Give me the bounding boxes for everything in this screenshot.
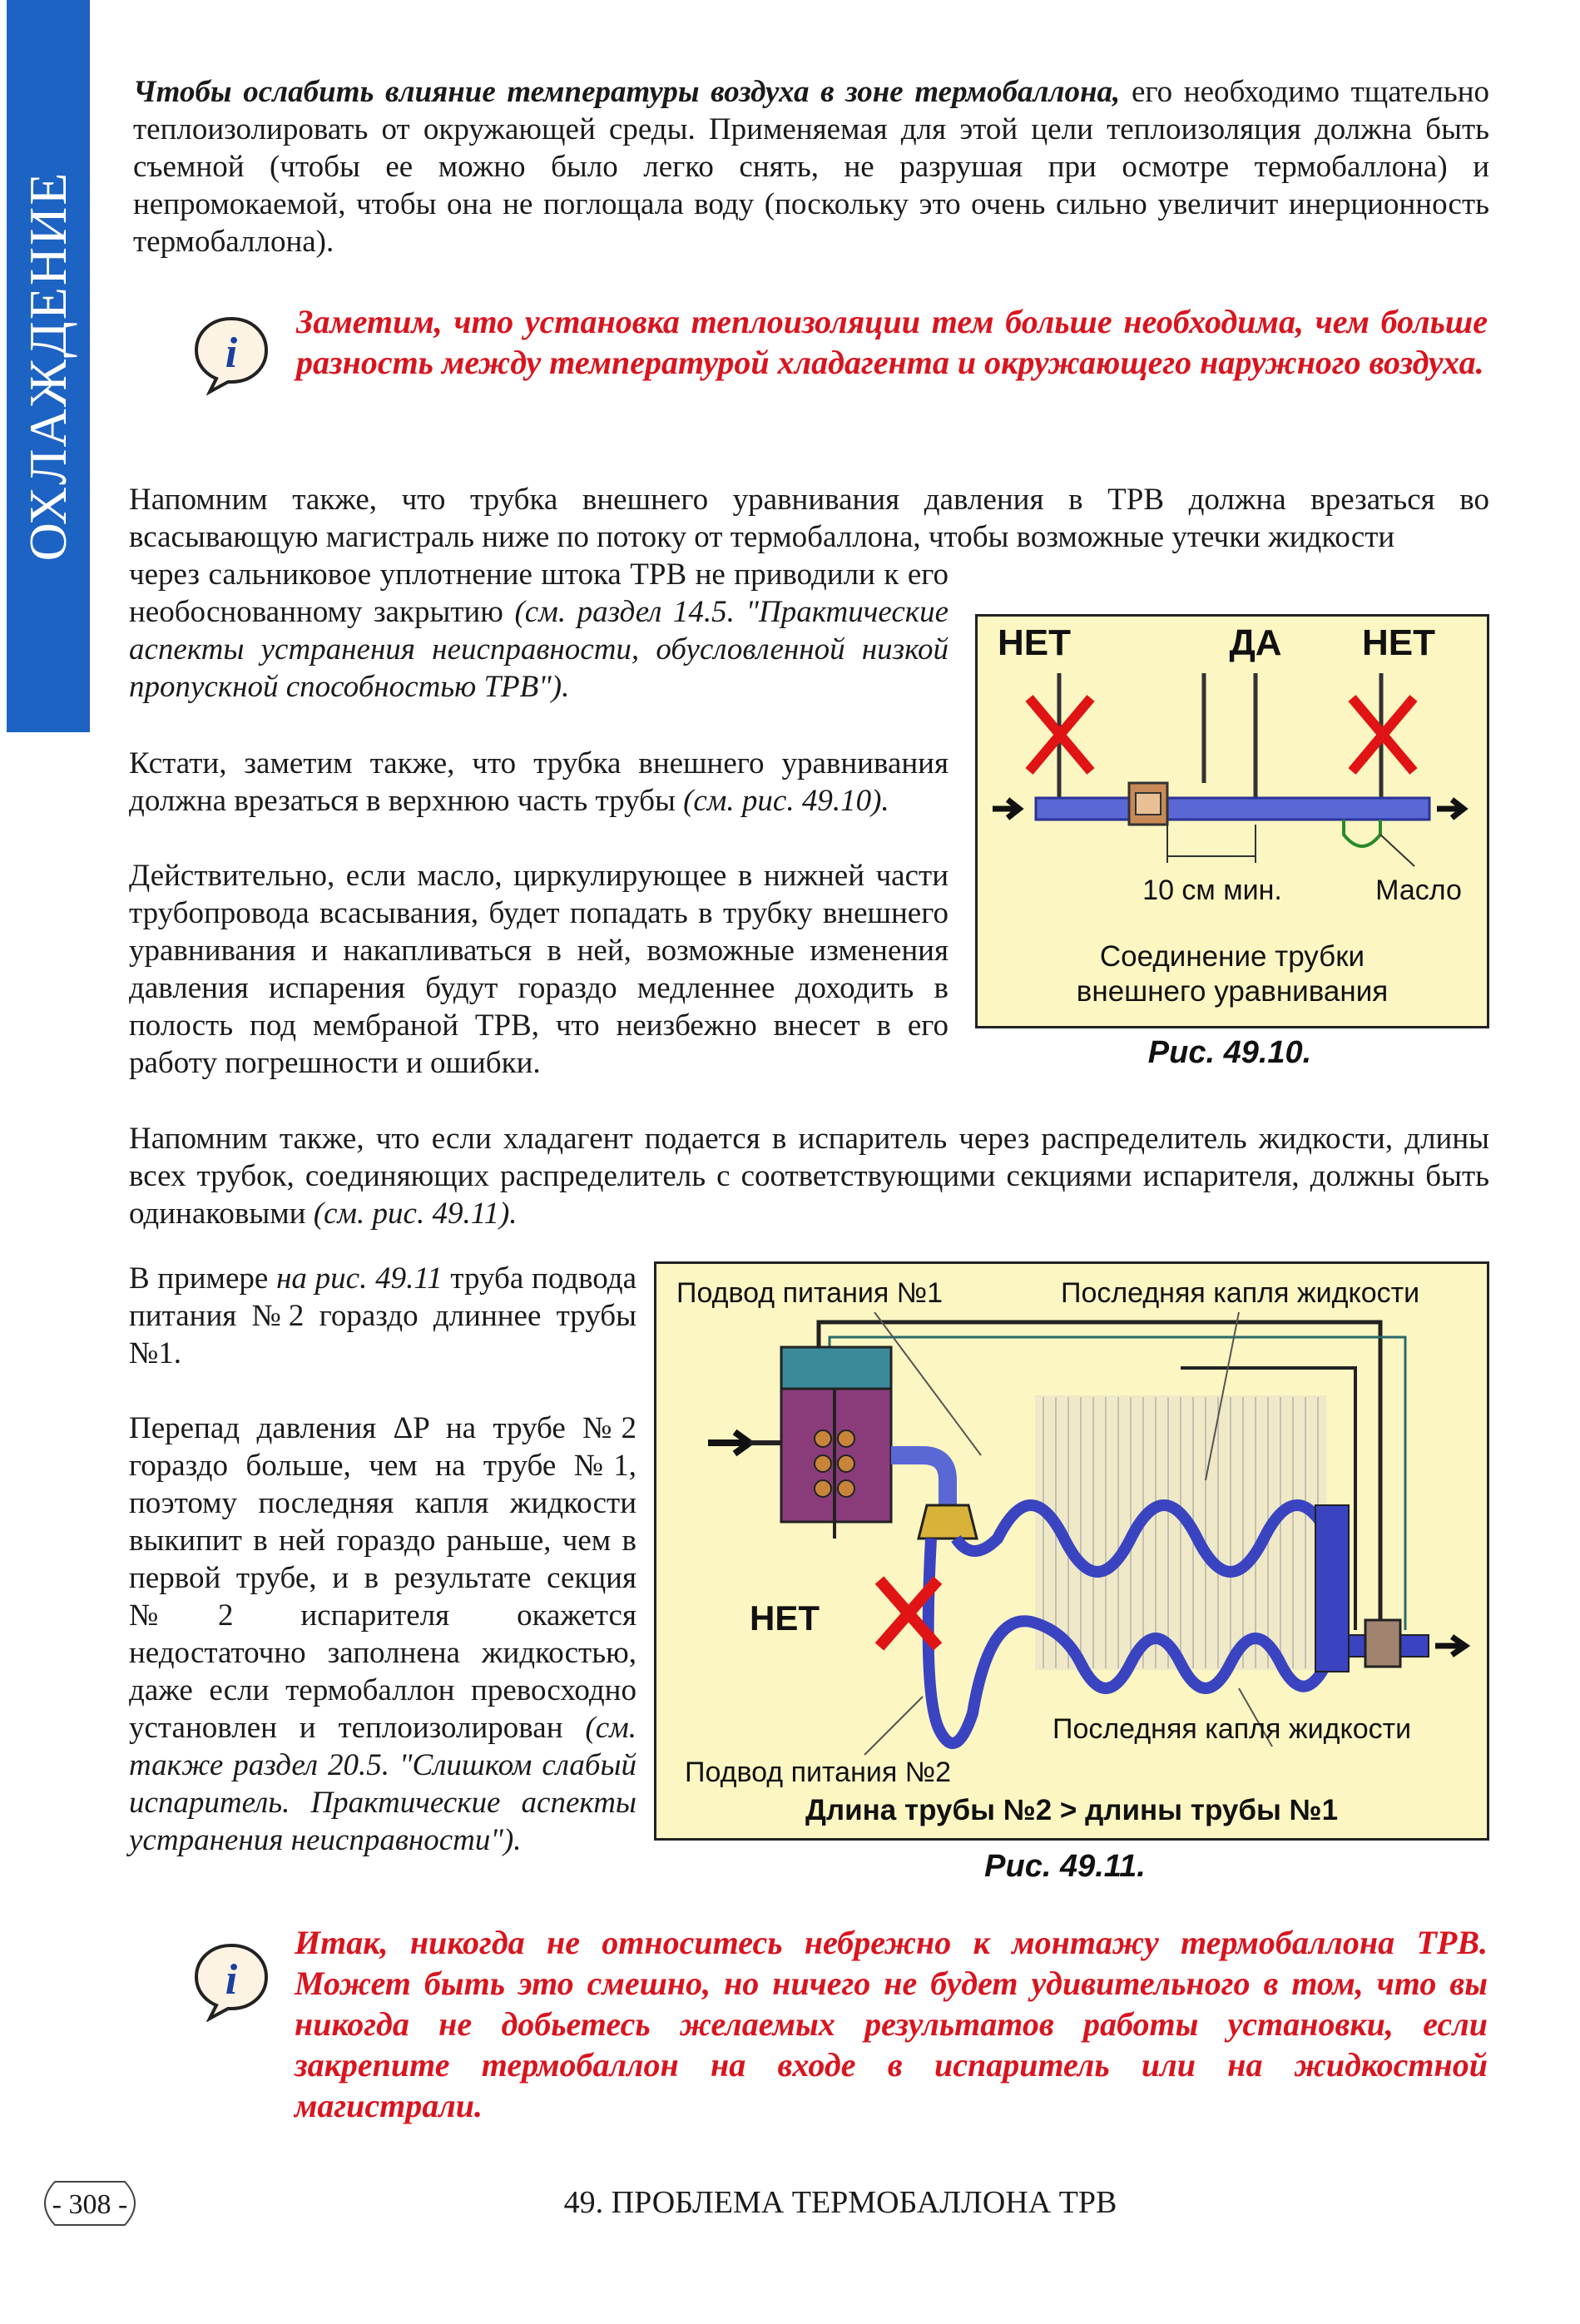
figure-title-line1: Соединение трубки [1099, 940, 1365, 973]
paragraph-top-of-pipe [129, 745, 948, 820]
figure-distributor-tubes [654, 1261, 1489, 1841]
note-insulation: Заметим, что установка теплоизоляции тем больше необходима, чем больше разность между температурой хладагента и окружающего наружного воздуха. [296, 303, 1488, 381]
side-chapter-tab [7, 0, 90, 732]
feed2-label: Подвод питания №2 [685, 1757, 952, 1788]
figure-equalizer-connection [975, 614, 1489, 1028]
info-icon [190, 1939, 273, 2022]
figure-distributor-drawing [656, 1264, 1487, 1838]
paragraph-example: В примере на рис. 49.11 труба подвода питания №2 гораздо длиннее трубы №1. [129, 1261, 636, 1370]
figure-reference: (см. рис. 49.10). [683, 784, 889, 818]
suction-header [1315, 1505, 1349, 1672]
distributor [919, 1505, 977, 1539]
oil-trap [1344, 820, 1380, 846]
note-conclusion: Итак, никогда не относитесь небрежно к монтажу термобаллона ТРВ. Может быть это смешно, но ничего не будет удивительного в том, что вы никогда не добьетесь желаемых результатов работы установки, если закрепите термобаллон на входе в испаритель или на жидкостной магистрали. [295, 1924, 1488, 2124]
paragraph-top-of-pipe-text: Кстати, заметим также, что трубка внешнего уравнивания должна врезаться в верхнюю часть трубы [129, 746, 948, 818]
outlet-arrow [1435, 1637, 1465, 1655]
paragraph-lead: Чтобы ослабить влияние температуры воздуха в зоне термобаллона, [133, 75, 1121, 109]
page-number-badge [32, 2178, 148, 2228]
txv-head [781, 1347, 891, 1389]
paragraph-distributor [129, 1120, 1489, 1232]
label-yes: ДА [1229, 622, 1282, 663]
figure-caption-49-11: Рис. 49.11. [984, 1849, 1146, 1884]
inlet-arrow [708, 1432, 750, 1454]
paragraph-equalizer-intro: Напомним также, что трубка внешнего уравнивания давления в ТРВ должна врезаться во всасывающую магистраль ниже по потоку от термобаллона, чтобы возможные утечки жидкости [129, 483, 1489, 554]
last-drop-bottom-label: Последняя капля жидкости [1053, 1713, 1412, 1745]
info-icon [190, 312, 273, 395]
valve-outlet-pipe [891, 1455, 948, 1505]
side-chapter-label: ОХЛАЖДЕНИЕ [18, 171, 77, 562]
flow-out-arrow [1437, 800, 1464, 818]
svg-text:i: i [225, 330, 238, 377]
chapter-title: 49. ПРОБЛЕМА ТЕРМОБАЛЛОНА ТРВ [563, 2185, 1117, 2220]
paragraph-pressure-drop-text: Перепад давления ΔP на трубе №2 гораздо больше, чем на трубе №1, поэтому последняя капля жидкости выкипит в ней гораздо раньше, чем в первой трубе, и в результате секция №2 испарителя окажется недостаточно заполнена жидкостью, даже если термобаллон превосходно установлен и теплоизолирован [129, 1411, 636, 1745]
oil-label: Масло [1375, 875, 1462, 906]
paragraph-oil-effect: Действительно, если масло, циркулирующее в нижней части трубопровода всасывания, будет попадать в трубку внешнего уравнивания и накапливаться в ней, возможные изменения давления испарения будут гораздо медленнее доходить в полость под мембраной ТРВ, что неизбежно внесет в его работу погрешности и ошибки. [129, 859, 948, 1080]
section-reference: (см. также раздел 20.5. "Слишком слабый испаритель. Практические аспекты устранения неисправности"). [129, 1711, 636, 1857]
figure-title-line2: внешнего уравнивания [1076, 975, 1389, 1008]
label-no-left: НЕТ [998, 622, 1071, 663]
thermobulb [1365, 1620, 1400, 1667]
paragraph-body: его необходимо тщательно теплоизолировать от окружающей среды. Применяемая для этой цели теплоизоляция должна быть съемной (чтобы ее можно было легко снять, не разрушая при осмотре термобаллона) и непромокаемой, чтобы она не поглощала воду (поскольку это очень сильно увеличит инерционность термобаллона). [133, 75, 1489, 259]
label-no-right: НЕТ [1362, 622, 1435, 663]
feed1-label: Подвод питания №1 [676, 1277, 944, 1309]
last-drop-top-label: Последняя капля жидкости [1061, 1277, 1420, 1309]
paragraph-pressure-drop [129, 1410, 636, 1859]
section-reference: (см. раздел 14.5. "Практические аспекты устранения неисправности, обусловленной низкой пропускной способностью ТРВ"). [129, 595, 948, 704]
figure-caption-49-10: Рис. 49.10. [1147, 1035, 1312, 1070]
svg-text:i: i [225, 1956, 238, 2004]
figure-title: Длина трубы №2 > длины трубы №1 [805, 1794, 1339, 1826]
suction-pipe [1036, 798, 1429, 820]
paragraph-insulation [133, 73, 1489, 260]
figure-reference: на рис. 49.11 [276, 1261, 443, 1296]
page-number: - 308 - [52, 2189, 128, 2220]
no-label: НЕТ [750, 1598, 820, 1638]
flow-in-arrow [993, 800, 1019, 818]
paragraph-distributor-text: Напомним также, что если хладагент подается в испаритель через распределитель жидкости, длины всех трубок, соединяющих распределитель с соответствующими секциями испарителя, должны быть одинаковыми [129, 1122, 1489, 1231]
paragraph-equalizer-continued [129, 556, 948, 706]
dimension-label: 10 см мин. [1142, 875, 1282, 906]
figure-reference: (см. рис. 49.11). [313, 1197, 518, 1231]
paragraph-equalizer-text: через сальниковое уплотнение штока ТРВ не приводили к его необоснованному закрытию [129, 557, 948, 629]
figure-equalizer-drawing [978, 617, 1487, 1026]
